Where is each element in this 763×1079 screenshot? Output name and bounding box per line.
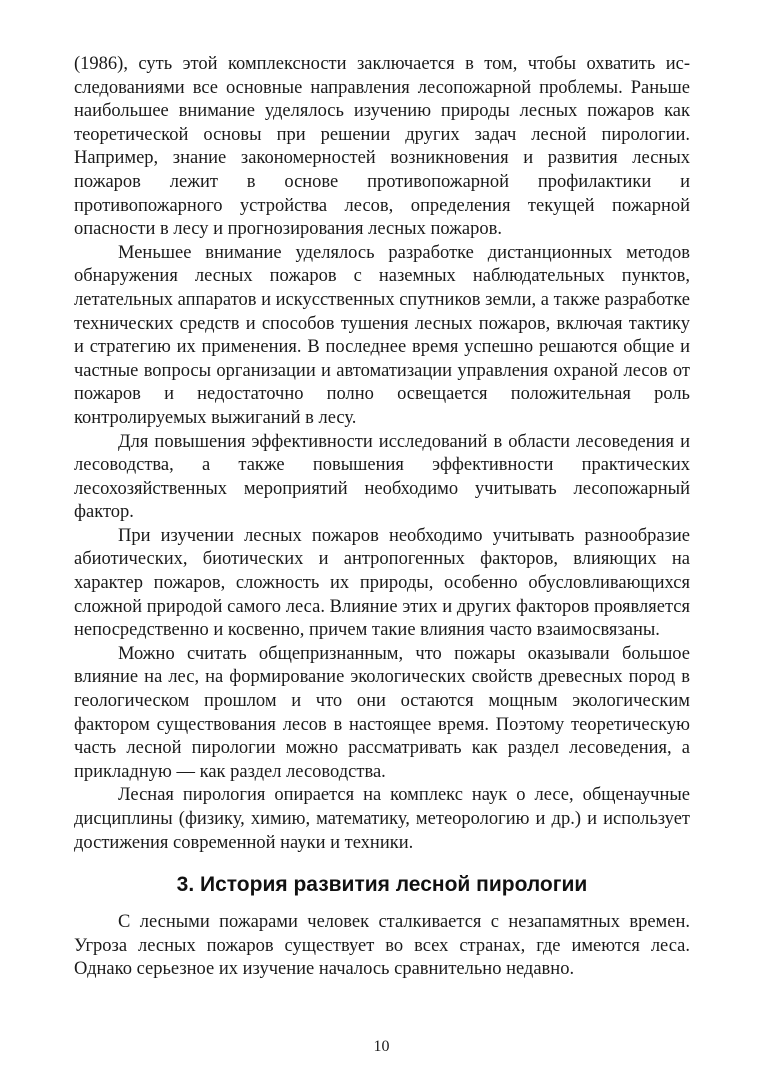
page-body	[74, 53, 690, 982]
paragraph: Лесная пирология опирается на комплекс наук о лесе, общенаучные дисциплины (физику, химию, математику, метеорологию и др.) и использует достижения современной науки и техники.	[74, 785, 690, 853]
page-number: 10	[373, 1038, 390, 1055]
paragraph: Можно считать общепризнанным, что пожары оказывали большое влияние на лес, на формирование экологических свойств древесных пород в геологическом прошлом и что они остаются мощным экологическим фактором существования лесов в настоящее время. Поэтому теоретическую часть лесной пирологии можно рассматривать как раздел лесоведения, а прикладную — как раздел лесоводства.	[74, 643, 690, 782]
paragraph: Для повышения эффективности исследований в области лесоведения и лесоводства, а также повышения эффективности практических лесохозяйственных мероприятий необходимо учитывать лесопожарный фактор.	[74, 431, 690, 523]
section-heading: 3. История развития лесной пирологии	[176, 873, 588, 897]
paragraph: Меньшее внимание уделялось разработке дистанционных методов обнаружения лесных пожаров с наземных наблюдательных пунктов, летательных аппаратов и искусственных спутников земли, а также разработке технических средств и способов тушения лесных пожаров, включая тактику и стратегию их применения. В последнее время успешно решаются общие и частные вопросы организации и автоматизации управления охраной лесов от пожаров и недостаточно полно освещается положительная роль контролируемых выжиганий в лесу.	[74, 242, 690, 428]
paragraph: При изучении лесных пожаров необходимо учитывать разнообразие абиотических, биотических и антропогенных факторов, влияющих на характер пожаров, сложность их природы, особенно обусловливающихся сложной природой самого леса. Влияние этих и других факторов проявляется непосредственно и косвенно, причем такие влияния часто взаимосвязаны.	[74, 525, 690, 641]
paragraph: (1986), суть этой комплексности заключается в том, чтобы охватить исследованиями все основные направления лесопожарной проблемы. Раньше наибольшее внимание уделялось изучению природы лесных пожаров как теоретической основы при решении других задач лесной пирологии. Например, знание закономерностей возникновения и развития лесных пожаров лежит в основе противопожарной профилактики и противопожарного устройства лесов, определения текущей пожарной опасности в лесу и прогнозирования лесных пожаров.	[74, 54, 690, 240]
paragraph: С лесными пожарами человек сталкивается с незапамятных времен. Угроза лесных пожаров существует во всех странах, где имеются леса. Однако серьезное их изучение началось сравнительно недавно.	[74, 912, 690, 980]
